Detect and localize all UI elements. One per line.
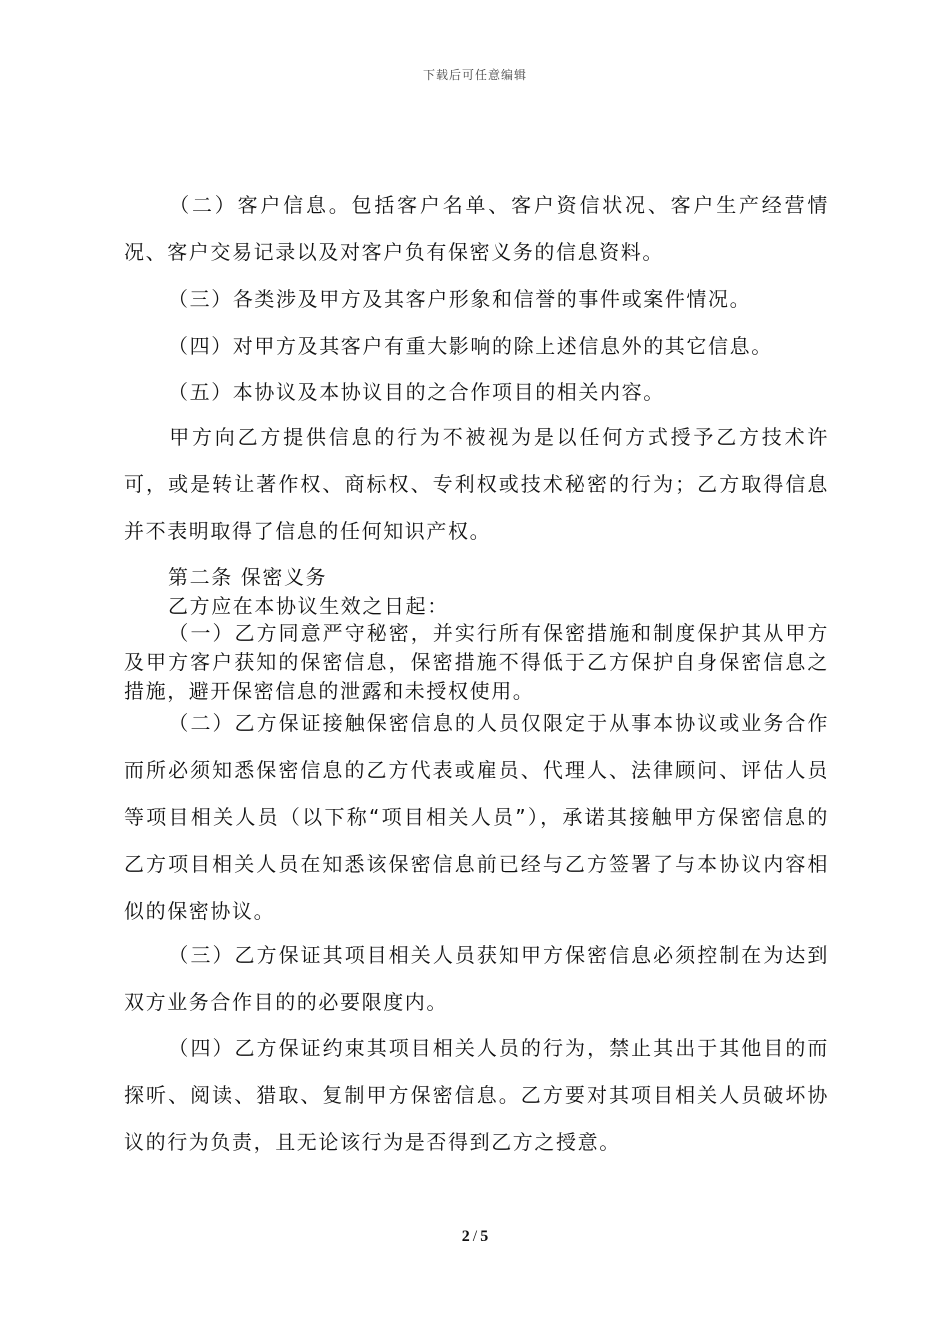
obligation-2: （二）乙方保证接触保密信息的人员仅限定于从事本协议或业务合作而所必须知悉保密信息的乙方代表或雇员、代理人、法律顾问、评估人员等项目相关人员（以下称“项目相关人员”），承诺其接触甲方保密信息的乙方项目相关人员在知悉该保密信息前已经与乙方签署了与本协议内容相似的保密协议。 [124, 711, 829, 923]
clause-4-other-info: （四）对甲方及其客户有重大影响的除上述信息外的其它信息。 [168, 334, 773, 358]
total-pages: 5 [480, 1228, 489, 1245]
header-note: 下载后可任意编辑 [422, 68, 527, 82]
no-license-paragraph: 甲方向乙方提供信息的行为不被视为是以任何方式授予乙方技术许可，或是转让著作权、商标权、专利权或技术秘密的行为；乙方取得信息并不表明取得了信息的任何知识产权。 [124, 425, 829, 543]
obligation-4: （四）乙方保证约束其项目相关人员的行为，禁止其出于其他目的而探听、阅读、猎取、复制甲方保密信息。乙方要对其项目相关人员破坏协议的行为负责，且无论该行为是否得到乙方之授意。 [124, 1036, 829, 1154]
page-number [0, 1228, 950, 1246]
obligation-1: （一）乙方同意严守秘密，并实行所有保密措施和制度保护其从甲方及甲方客户获知的保密信息，保密措施不得低于乙方保护自身保密信息之措施，避开保密信息的泄露和未授权使用。 [124, 621, 829, 703]
clause-2-customer-info: （二）客户信息。包括客户名单、客户资信状况、客户生产经营情况、客户交易记录以及对客户负有保密义务的信息资料。 [124, 193, 829, 264]
article-2-heading: 第二条 保密义务 [168, 565, 328, 589]
article-2-intro: 乙方应在本协议生效之日起： [168, 594, 449, 618]
clause-3-reputation-events: （三）各类涉及甲方及其客户形象和信誉的事件或案件情况。 [168, 287, 752, 311]
clause-5-cooperation: （五）本协议及本协议目的之合作项目的相关内容。 [168, 380, 665, 404]
current-page: 2 [461, 1228, 470, 1245]
page-separator: / [472, 1228, 478, 1245]
obligation-3: （三）乙方保证其项目相关人员获知甲方保密信息必须控制在为达到双方业务合作目的的必要限度内。 [124, 943, 829, 1014]
